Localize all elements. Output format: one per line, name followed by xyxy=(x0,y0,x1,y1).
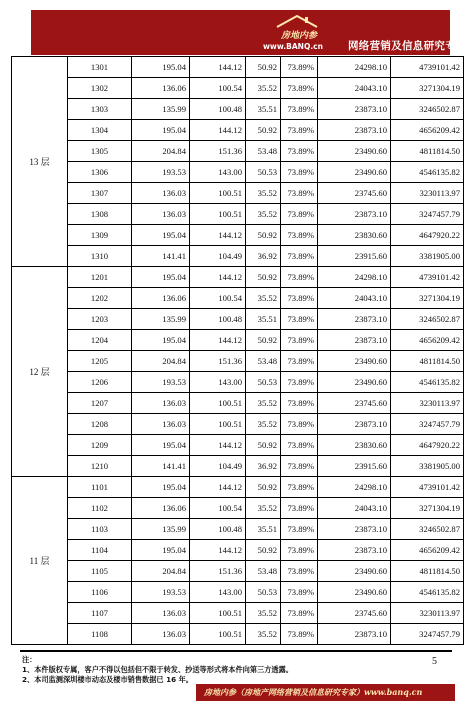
table-row xyxy=(12,624,464,645)
unit-number-cell: 1306 xyxy=(68,162,132,183)
inner-area-cell: 104.49 xyxy=(190,246,246,267)
inner-area-cell: 100.54 xyxy=(190,498,246,519)
usage-rate-cell: 73.89% xyxy=(281,624,318,645)
usage-rate-cell: 73.89% xyxy=(281,162,318,183)
total-price-cell: 4546135.82 xyxy=(391,372,464,393)
inner-area-cell: 100.51 xyxy=(190,204,246,225)
shared-area-cell: 35.52 xyxy=(246,414,281,435)
footer-notes xyxy=(22,655,293,685)
inner-area-cell: 143.00 xyxy=(190,582,246,603)
table-row xyxy=(12,57,464,78)
usage-rate-cell: 73.89% xyxy=(281,288,318,309)
shared-area-cell: 35.51 xyxy=(246,99,281,120)
usage-rate-cell: 73.89% xyxy=(281,78,318,99)
table-row xyxy=(12,351,464,372)
unit-price-cell: 23915.60 xyxy=(318,246,391,267)
table-row xyxy=(12,498,464,519)
shared-area-cell: 50.53 xyxy=(246,372,281,393)
shared-area-cell: 50.92 xyxy=(246,267,281,288)
unit-number-cell: 1309 xyxy=(68,225,132,246)
shared-area-cell: 50.92 xyxy=(246,477,281,498)
footer-bar-text: 房地内参（房地产网络营销及信息研究专家）www.banq.cn xyxy=(204,687,423,697)
shared-area-cell: 35.52 xyxy=(246,288,281,309)
table-row xyxy=(12,519,464,540)
price-table xyxy=(11,56,464,645)
unit-number-cell: 1308 xyxy=(68,204,132,225)
unit-number-cell: 1108 xyxy=(68,624,132,645)
shared-area-cell: 50.92 xyxy=(246,435,281,456)
shared-area-cell: 50.92 xyxy=(246,225,281,246)
unit-number-cell: 1201 xyxy=(68,267,132,288)
unit-price-cell: 23490.60 xyxy=(318,162,391,183)
total-area-cell: 136.03 xyxy=(132,624,190,645)
unit-number-cell: 1301 xyxy=(68,57,132,78)
total-price-cell: 3271304.19 xyxy=(391,498,464,519)
inner-area-cell: 100.48 xyxy=(190,519,246,540)
total-price-cell: 4739101.42 xyxy=(391,267,464,288)
shared-area-cell: 35.52 xyxy=(246,498,281,519)
shared-area-cell: 50.92 xyxy=(246,120,281,141)
table-row xyxy=(12,393,464,414)
unit-price-cell: 24298.10 xyxy=(318,477,391,498)
inner-area-cell: 100.54 xyxy=(190,288,246,309)
table-row xyxy=(12,435,464,456)
page-number: 5 xyxy=(432,656,437,667)
shared-area-cell: 50.92 xyxy=(246,330,281,351)
total-price-cell: 4647920.22 xyxy=(391,435,464,456)
table-row xyxy=(12,603,464,624)
unit-number-cell: 1304 xyxy=(68,120,132,141)
unit-price-cell: 23873.10 xyxy=(318,204,391,225)
table-row xyxy=(12,120,464,141)
usage-rate-cell: 73.89% xyxy=(281,330,318,351)
total-price-cell: 4656209.42 xyxy=(391,540,464,561)
usage-rate-cell: 73.89% xyxy=(281,582,318,603)
total-price-cell: 3381905.00 xyxy=(391,456,464,477)
unit-price-cell: 23873.10 xyxy=(318,624,391,645)
inner-area-cell: 144.12 xyxy=(190,120,246,141)
unit-price-cell: 23873.10 xyxy=(318,519,391,540)
unit-number-cell: 1305 xyxy=(68,141,132,162)
total-area-cell: 195.04 xyxy=(132,540,190,561)
total-area-cell: 193.53 xyxy=(132,582,190,603)
unit-number-cell: 1210 xyxy=(68,456,132,477)
table-row xyxy=(12,309,464,330)
shared-area-cell: 50.53 xyxy=(246,582,281,603)
total-price-cell: 3271304.19 xyxy=(391,288,464,309)
footer-divider xyxy=(20,650,452,652)
usage-rate-cell: 73.89% xyxy=(281,477,318,498)
total-price-cell: 4656209.42 xyxy=(391,330,464,351)
usage-rate-cell: 73.89% xyxy=(281,456,318,477)
unit-number-cell: 1307 xyxy=(68,183,132,204)
shared-area-cell: 36.92 xyxy=(246,456,281,477)
total-area-cell: 195.04 xyxy=(132,267,190,288)
usage-rate-cell: 73.89% xyxy=(281,141,318,162)
total-area-cell: 136.03 xyxy=(132,183,190,204)
notes-title: 注： xyxy=(22,655,37,664)
unit-price-cell: 23490.60 xyxy=(318,141,391,162)
total-price-cell: 4739101.42 xyxy=(391,57,464,78)
inner-area-cell: 151.36 xyxy=(190,141,246,162)
usage-rate-cell: 73.89% xyxy=(281,120,318,141)
usage-rate-cell: 73.89% xyxy=(281,603,318,624)
total-price-cell: 3246502.87 xyxy=(391,519,464,540)
unit-price-cell: 23490.60 xyxy=(318,582,391,603)
total-area-cell: 136.06 xyxy=(132,498,190,519)
shared-area-cell: 53.48 xyxy=(246,561,281,582)
total-area-cell: 141.41 xyxy=(132,246,190,267)
table-row xyxy=(12,288,464,309)
inner-area-cell: 143.00 xyxy=(190,162,246,183)
unit-price-cell: 23873.10 xyxy=(318,99,391,120)
inner-area-cell: 100.51 xyxy=(190,603,246,624)
total-area-cell: 135.99 xyxy=(132,309,190,330)
unit-price-cell: 24043.10 xyxy=(318,498,391,519)
usage-rate-cell: 73.89% xyxy=(281,519,318,540)
total-area-cell: 136.06 xyxy=(132,288,190,309)
total-price-cell: 4647920.22 xyxy=(391,225,464,246)
unit-number-cell: 1202 xyxy=(68,288,132,309)
house-roof-icon xyxy=(275,14,319,28)
shared-area-cell: 50.92 xyxy=(246,57,281,78)
inner-area-cell: 151.36 xyxy=(190,351,246,372)
total-price-cell: 3247457.79 xyxy=(391,624,464,645)
table-row xyxy=(12,561,464,582)
header-title: 网络营销及信息研究专家 xyxy=(348,40,467,52)
unit-number-cell: 1205 xyxy=(68,351,132,372)
unit-price-cell: 23745.60 xyxy=(318,183,391,204)
usage-rate-cell: 73.89% xyxy=(281,498,318,519)
total-price-cell: 4546135.82 xyxy=(391,162,464,183)
table-row xyxy=(12,183,464,204)
unit-number-cell: 1303 xyxy=(68,99,132,120)
unit-number-cell: 1204 xyxy=(68,330,132,351)
floor-label: 13 层 xyxy=(12,57,68,267)
shared-area-cell: 35.52 xyxy=(246,204,281,225)
table-row xyxy=(12,582,464,603)
total-area-cell: 195.04 xyxy=(132,330,190,351)
unit-number-cell: 1102 xyxy=(68,498,132,519)
unit-number-cell: 1104 xyxy=(68,540,132,561)
inner-area-cell: 100.48 xyxy=(190,99,246,120)
inner-area-cell: 144.12 xyxy=(190,57,246,78)
shared-area-cell: 50.92 xyxy=(246,540,281,561)
total-price-cell: 3246502.87 xyxy=(391,99,464,120)
unit-number-cell: 1103 xyxy=(68,519,132,540)
note-line: 1、本件版权专属，客户不得以包括但不限于转发、抄送等形式将本件向第三方透露。 xyxy=(22,665,293,674)
total-area-cell: 204.84 xyxy=(132,141,190,162)
unit-price-cell: 23873.10 xyxy=(318,540,391,561)
usage-rate-cell: 73.89% xyxy=(281,540,318,561)
unit-number-cell: 1107 xyxy=(68,603,132,624)
total-price-cell: 3230113.97 xyxy=(391,183,464,204)
table-row xyxy=(12,141,464,162)
unit-price-cell: 23830.60 xyxy=(318,225,391,246)
inner-area-cell: 100.48 xyxy=(190,309,246,330)
usage-rate-cell: 73.89% xyxy=(281,393,318,414)
note-line: 2、本司监测深圳楼市动态及楼市销售数据已 16 年。 xyxy=(22,675,193,684)
shared-area-cell: 53.48 xyxy=(246,141,281,162)
usage-rate-cell: 73.89% xyxy=(281,183,318,204)
inner-area-cell: 144.12 xyxy=(190,477,246,498)
usage-rate-cell: 73.89% xyxy=(281,351,318,372)
unit-price-cell: 24298.10 xyxy=(318,267,391,288)
inner-area-cell: 144.12 xyxy=(190,267,246,288)
usage-rate-cell: 73.89% xyxy=(281,372,318,393)
inner-area-cell: 144.12 xyxy=(190,540,246,561)
total-area-cell: 136.03 xyxy=(132,393,190,414)
total-area-cell: 204.84 xyxy=(132,561,190,582)
shared-area-cell: 36.92 xyxy=(246,246,281,267)
unit-price-cell: 23745.60 xyxy=(318,393,391,414)
total-area-cell: 193.53 xyxy=(132,162,190,183)
unit-price-cell: 23490.60 xyxy=(318,561,391,582)
unit-number-cell: 1203 xyxy=(68,309,132,330)
usage-rate-cell: 73.89% xyxy=(281,309,318,330)
table-row xyxy=(12,246,464,267)
inner-area-cell: 144.12 xyxy=(190,435,246,456)
unit-price-cell: 24043.10 xyxy=(318,288,391,309)
total-price-cell: 4811814.50 xyxy=(391,141,464,162)
total-area-cell: 136.03 xyxy=(132,603,190,624)
total-price-cell: 4739101.42 xyxy=(391,477,464,498)
unit-price-cell: 23830.60 xyxy=(318,435,391,456)
inner-area-cell: 151.36 xyxy=(190,561,246,582)
usage-rate-cell: 73.89% xyxy=(281,204,318,225)
inner-area-cell: 100.51 xyxy=(190,393,246,414)
unit-number-cell: 1302 xyxy=(68,78,132,99)
logo xyxy=(259,14,349,52)
inner-area-cell: 144.12 xyxy=(190,225,246,246)
shared-area-cell: 35.51 xyxy=(246,519,281,540)
unit-price-cell: 23915.60 xyxy=(318,456,391,477)
total-price-cell: 3247457.79 xyxy=(391,414,464,435)
unit-price-cell: 24043.10 xyxy=(318,78,391,99)
total-price-cell: 3247457.79 xyxy=(391,204,464,225)
table-row xyxy=(12,540,464,561)
unit-price-cell: 24298.10 xyxy=(318,57,391,78)
inner-area-cell: 104.49 xyxy=(190,456,246,477)
usage-rate-cell: 73.89% xyxy=(281,99,318,120)
unit-price-cell: 23873.10 xyxy=(318,330,391,351)
shared-area-cell: 53.48 xyxy=(246,351,281,372)
unit-number-cell: 1206 xyxy=(68,372,132,393)
unit-price-cell: 23873.10 xyxy=(318,414,391,435)
shared-area-cell: 50.53 xyxy=(246,162,281,183)
unit-number-cell: 1101 xyxy=(68,477,132,498)
footer-bar xyxy=(196,684,455,701)
total-area-cell: 135.99 xyxy=(132,99,190,120)
inner-area-cell: 144.12 xyxy=(190,330,246,351)
table-row xyxy=(12,162,464,183)
total-area-cell: 136.03 xyxy=(132,204,190,225)
total-price-cell: 3381905.00 xyxy=(391,246,464,267)
floor-label: 11 层 xyxy=(12,477,68,645)
inner-area-cell: 143.00 xyxy=(190,372,246,393)
usage-rate-cell: 73.89% xyxy=(281,435,318,456)
total-area-cell: 136.03 xyxy=(132,414,190,435)
total-area-cell: 135.99 xyxy=(132,519,190,540)
table-row xyxy=(12,456,464,477)
table-row xyxy=(12,414,464,435)
total-price-cell: 4811814.50 xyxy=(391,561,464,582)
inner-area-cell: 100.51 xyxy=(190,183,246,204)
table-row xyxy=(12,267,464,288)
total-area-cell: 136.06 xyxy=(132,78,190,99)
total-price-cell: 4656209.42 xyxy=(391,120,464,141)
total-price-cell: 3230113.97 xyxy=(391,603,464,624)
total-area-cell: 193.53 xyxy=(132,372,190,393)
shared-area-cell: 35.52 xyxy=(246,183,281,204)
floor-label: 12 层 xyxy=(12,267,68,477)
total-area-cell: 204.84 xyxy=(132,351,190,372)
table-row xyxy=(12,204,464,225)
unit-price-cell: 23873.10 xyxy=(318,120,391,141)
total-price-cell: 4546135.82 xyxy=(391,582,464,603)
table-row xyxy=(12,330,464,351)
table-row xyxy=(12,225,464,246)
unit-price-cell: 23873.10 xyxy=(318,309,391,330)
unit-number-cell: 1209 xyxy=(68,435,132,456)
total-area-cell: 195.04 xyxy=(132,477,190,498)
logo-url: www.BANQ.cn xyxy=(263,42,323,51)
shared-area-cell: 35.52 xyxy=(246,78,281,99)
unit-price-cell: 23490.60 xyxy=(318,372,391,393)
table-row xyxy=(12,372,464,393)
total-area-cell: 195.04 xyxy=(132,435,190,456)
table-row xyxy=(12,99,464,120)
unit-price-cell: 23490.60 xyxy=(318,351,391,372)
total-price-cell: 4811814.50 xyxy=(391,351,464,372)
page-header xyxy=(31,10,467,55)
unit-price-cell: 23745.60 xyxy=(318,603,391,624)
table-row xyxy=(12,78,464,99)
total-price-cell: 3230113.97 xyxy=(391,393,464,414)
unit-number-cell: 1105 xyxy=(68,561,132,582)
total-area-cell: 195.04 xyxy=(132,120,190,141)
table-row xyxy=(12,477,464,498)
usage-rate-cell: 73.89% xyxy=(281,561,318,582)
unit-number-cell: 1310 xyxy=(68,246,132,267)
shared-area-cell: 35.52 xyxy=(246,393,281,414)
unit-number-cell: 1207 xyxy=(68,393,132,414)
usage-rate-cell: 73.89% xyxy=(281,57,318,78)
total-area-cell: 195.04 xyxy=(132,57,190,78)
total-area-cell: 195.04 xyxy=(132,225,190,246)
shared-area-cell: 35.51 xyxy=(246,309,281,330)
usage-rate-cell: 73.89% xyxy=(281,414,318,435)
shared-area-cell: 35.52 xyxy=(246,624,281,645)
inner-area-cell: 100.51 xyxy=(190,414,246,435)
total-price-cell: 3271304.19 xyxy=(391,78,464,99)
total-price-cell: 3246502.87 xyxy=(391,309,464,330)
inner-area-cell: 100.51 xyxy=(190,624,246,645)
usage-rate-cell: 73.89% xyxy=(281,246,318,267)
unit-number-cell: 1208 xyxy=(68,414,132,435)
unit-number-cell: 1106 xyxy=(68,582,132,603)
shared-area-cell: 35.52 xyxy=(246,603,281,624)
usage-rate-cell: 73.89% xyxy=(281,267,318,288)
usage-rate-cell: 73.89% xyxy=(281,225,318,246)
total-area-cell: 141.41 xyxy=(132,456,190,477)
inner-area-cell: 100.54 xyxy=(190,78,246,99)
logo-name: 房地内参 xyxy=(281,31,318,41)
